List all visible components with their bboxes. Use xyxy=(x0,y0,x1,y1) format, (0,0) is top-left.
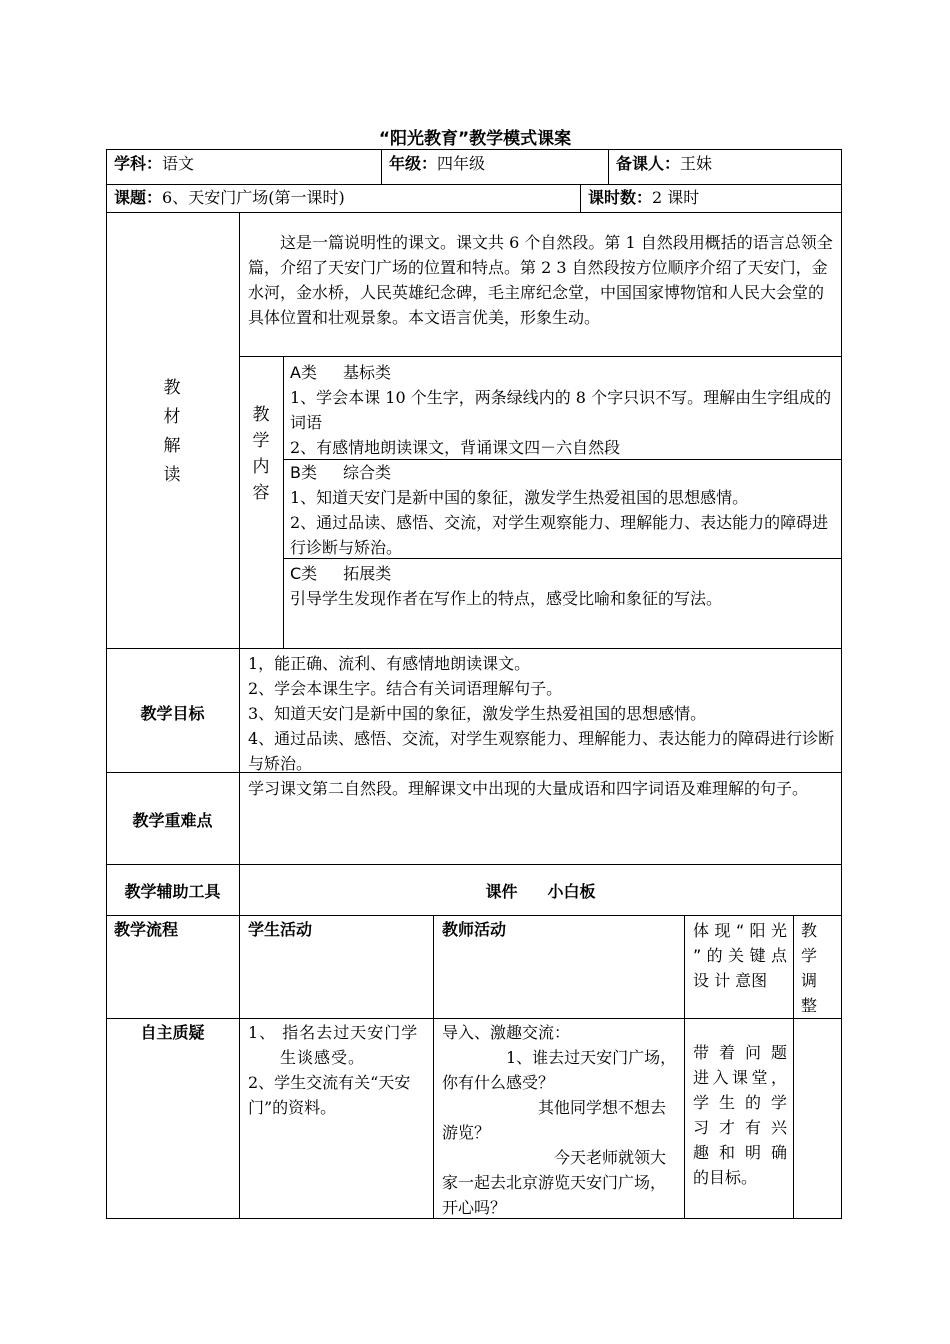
goals-list: 1，能正确、流利、有感情地朗读课文。 2、学会本课生字。结合有关词语理解句子。 3、知道天安门是新中国的象征，激发学生热爱祖国的思想感情。 4、通过品读、感悟、交流，对学生观察能力、理解能力、表达能力的障碍进行诊断与矫治。 xyxy=(248,654,835,773)
subject-field: 学科：语文 xyxy=(114,154,195,173)
tools-items: 课件 小白板 xyxy=(485,882,596,901)
textbook-section-label: 教 材 解 读 xyxy=(163,378,181,485)
flow-header-teacher: 教师活动 xyxy=(442,920,507,939)
flow-row-teacher: 导入、激趣交流： 1、谁去过天安门广场，你有什么感受？ 其他同学想不想去游览？ 今天老师就领大家一起去北京游览天安门广场，开心吗？ xyxy=(442,1023,677,1217)
category-a: A类 基标类 1、学会本课 10 个生字，两条绿线内的 8 个字只识不写。理解由生字组成的词语 2、有感情地朗读课文，背诵课文四－六自然段 xyxy=(290,360,838,460)
page-title: “阳光教育”教学模式课案 xyxy=(378,129,572,149)
flow-row-process: 自主质疑 xyxy=(140,1023,205,1042)
category-b: B类 综合类 1、知道天安门是新中国的象征，激发学生热爱祖国的思想感情。 2、通过品读、感悟、交流，对学生观察能力、理解能力、表达能力的障碍进行诊断与矫治。 xyxy=(290,460,838,560)
topic-field: 课题：6、天安门广场(第一课时) xyxy=(114,188,345,207)
keypoints-text: 学习课文第二自然段。理解课文中出现的大量成语和四字词语及难理解的句子。 xyxy=(248,779,809,798)
hours-field: 课时数：2 课时 xyxy=(588,188,700,207)
preparer-value: 王妹 xyxy=(680,154,713,173)
preparer-field: 备课人：王妹 xyxy=(616,154,713,173)
category-c: C类 拓展类 引导学生发现作者在写作上的特点，感受比喻和象征的写法。 xyxy=(290,561,838,611)
subject-value: 语文 xyxy=(162,154,195,173)
tools-label: 教学辅助工具 xyxy=(124,882,221,901)
textbook-intro: 这是一篇说明性的课文。课文共 6 个自然段。第 1 自然段用概括的语言总领全篇，介绍了天安门广场的位置和特点。第 2 3 自然段按方位顺序介绍了天安门，金水河，金水桥，人民英雄纪念碑，毛主席纪念堂，中国国家博物馆和人民大会堂的具体位置和壮观景象。本文语言优美，形象生动。 xyxy=(248,233,833,327)
topic-value: 6、天安门广场(第一课时) xyxy=(162,188,345,207)
content-label: 教 学 内 容 xyxy=(252,405,270,503)
grade-field: 年级：四年级 xyxy=(389,154,486,173)
flow-header-process: 教学流程 xyxy=(114,920,179,939)
flow-row-design: 带 着 问 题 进入课堂，学 生 的 学 习 才 有 兴 趣 和 明 确 的目标。 xyxy=(693,1043,787,1187)
flow-header-adjust: 教 学 调 整 xyxy=(801,921,818,1015)
category-a-heading: A类 基标类 xyxy=(290,363,391,382)
grade-value: 四年级 xyxy=(437,154,486,173)
flow-row-student: 1、 指名去过天安门学生谈感受。 2、学生交流有关“天安门”的资料。 xyxy=(248,1023,419,1117)
goals-label: 教学目标 xyxy=(140,704,205,723)
keypoints-label: 教学重难点 xyxy=(132,811,213,830)
category-b-heading: B类 综合类 xyxy=(290,463,391,482)
category-c-heading: C类 拓展类 xyxy=(290,564,392,583)
flow-header-design: 体 现 “ 阳 光 ” 的 关 键 点 设 计 意图 xyxy=(693,921,787,990)
flow-header-student: 学生活动 xyxy=(248,920,313,939)
hours-value: 2 课时 xyxy=(652,188,700,207)
